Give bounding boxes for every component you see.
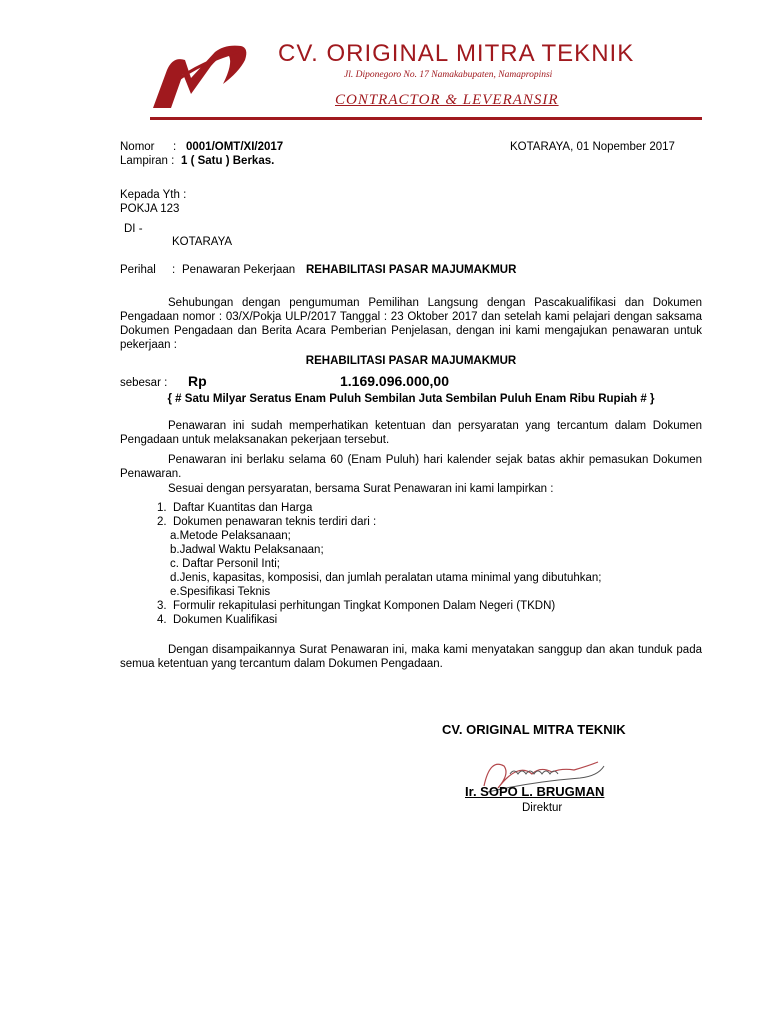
perihal-text: Penawaran Pekerjaan [182, 264, 296, 276]
signatory-name: Ir. SOPO L. BRUGMAN [465, 784, 605, 799]
place-date: KOTARAYA, 01 Nopember 2017 [510, 141, 675, 153]
lampiran-value: 1 ( Satu ) Berkas. [181, 155, 275, 167]
paragraph-validity: Penawaran ini berlaku selama 60 (Enam Puluh) hari kalender sejak batas akhir pemasukan Dokumen Penawaran. [120, 454, 702, 480]
perihal-project: REHABILITASI PASAR MAJUMAKMUR [306, 264, 517, 276]
list-item: c. Daftar Personil Inti; [170, 558, 280, 570]
perihal-label: Perihal [120, 264, 156, 276]
company-tagline: CONTRACTOR & LEVERANSIR [335, 92, 559, 108]
list-item: d.Jenis, kapasitas, komposisi, dan jumlah peralatan utama minimal yang dibutuhkan; [170, 572, 602, 584]
signature-company: CV. ORIGINAL MITRA TEKNIK [442, 722, 626, 737]
currency-label: Rp [188, 373, 207, 389]
nomor-value: 0001/OMT/XI/2017 [186, 141, 284, 153]
offer-amount: 1.169.096.000,00 [340, 373, 449, 389]
nomor-label: Nomor [120, 141, 155, 153]
recipient-city: KOTARAYA [172, 236, 233, 248]
letterhead-divider [150, 117, 702, 120]
nomor-colon: : [173, 141, 177, 153]
recipient-salutation: Kepada Yth : [120, 189, 187, 201]
company-logo [145, 42, 250, 112]
company-name: CV. ORIGINAL MITRA TEKNIK [278, 40, 635, 67]
list-item: b.Jadwal Waktu Pelaksanaan; [170, 544, 324, 556]
list-item: 4. Dokumen Kualifikasi [157, 614, 278, 626]
company-address: Jl. Diponegoro No. 17 Namakabupaten, Namapropinsi [344, 70, 553, 80]
recipient-di: DI - [124, 223, 143, 235]
lampiran-label: Lampiran : [120, 155, 175, 167]
list-item: 1. Daftar Kuantitas dan Harga [157, 502, 313, 514]
perihal-colon: : [172, 264, 176, 276]
paragraph-terms: Penawaran ini sudah memperhatikan ketentuan dan persyaratan yang tercantum dalam Dokumen Pengadaan untuk melaksanakan pekerjaan tersebut. [120, 420, 702, 446]
list-item: a.Metode Pelaksanaan; [170, 530, 291, 542]
list-item: 3. Formulir rekapitulasi perhitungan Tingkat Komponen Dalam Negeri (TKDN) [157, 600, 556, 612]
sebesar-label: sebesar : [120, 377, 168, 389]
list-item: e.Spesifikasi Teknis [170, 586, 271, 598]
recipient-name: POKJA 123 [120, 203, 180, 215]
project-title: REHABILITASI PASAR MAJUMAKMUR [305, 355, 517, 367]
paragraph-closing: Dengan disampaikannya Surat Penawaran ini, maka kami menyatakan sanggup dan akan tunduk pada semua ketentuan yang tercantum dalam Dokumen Pengadaan. [120, 644, 702, 670]
list-item: 2. Dokumen penawaran teknis terdiri dari : [157, 516, 377, 528]
paragraph-intro: Sehubungan dengan pengumuman Pemilihan Langsung dengan Pascakualifikasi dan Dokumen Pengadaan nomor : 03/X/Pokja ULP/2017 Tanggal : 23 Oktober 2017 dan setelah kami pelajari dengan saksama Dokumen Pengadaan dan Berita Acara Pemberian Penjelasan, dengan ini kami mengajukan penawaran untuk pekerjaan : [120, 297, 702, 351]
amount-in-words: { # Satu Milyar Seratus Enam Puluh Sembilan Juta Sembilan Puluh Enam Ribu Rupiah # } [167, 393, 655, 405]
paragraph-attachments: Sesuai dengan persyaratan, bersama Surat Penawaran ini kami lampirkan : [168, 483, 554, 495]
signatory-title: Direktur [522, 802, 563, 814]
